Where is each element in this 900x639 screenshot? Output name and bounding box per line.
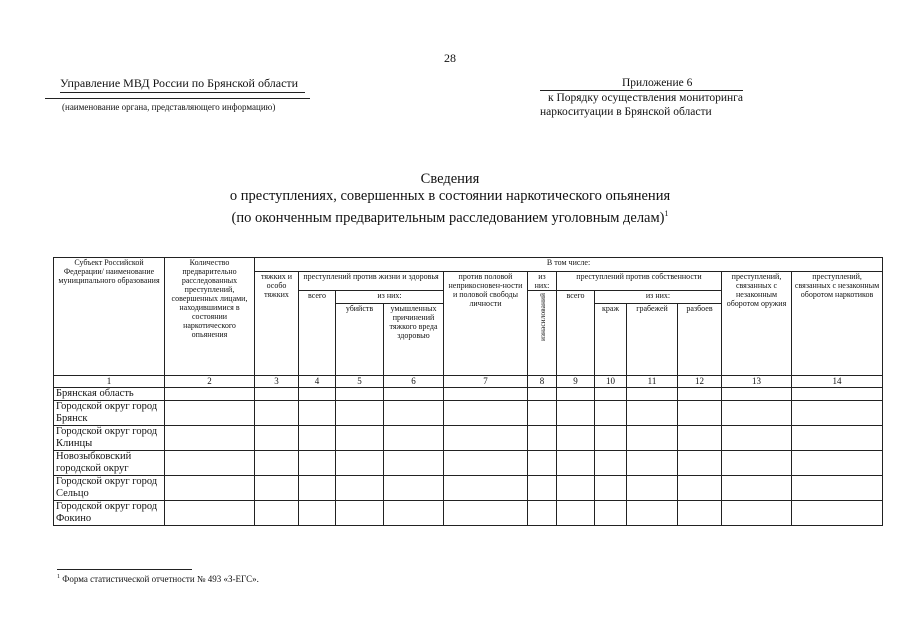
- column-numbers-row: [54, 376, 883, 388]
- data-cell: [165, 388, 255, 401]
- title-footnote-mark: 1: [664, 209, 669, 218]
- data-cell: [384, 451, 444, 476]
- title-line-1: Сведения: [420, 171, 480, 187]
- header-count: Количество предварительно расследованных преступлений, совершенных лицами, находившимися в состоянии наркотического опьянения: [165, 258, 255, 376]
- organization-underline: [45, 98, 310, 99]
- column-number: 4: [299, 376, 336, 388]
- data-cell: [165, 426, 255, 451]
- data-cell: [444, 501, 528, 526]
- data-cell: [299, 451, 336, 476]
- data-cell: [299, 388, 336, 401]
- data-cell: [165, 501, 255, 526]
- data-cell: [299, 476, 336, 501]
- column-number: 13: [722, 376, 792, 388]
- data-cell: [557, 476, 595, 501]
- data-cell: [528, 501, 557, 526]
- data-cell: [384, 426, 444, 451]
- data-cell: [299, 426, 336, 451]
- data-cell: [336, 476, 384, 501]
- data-cell: [336, 501, 384, 526]
- column-number: 5: [336, 376, 384, 388]
- appendix-reference-cont: наркоситуации в Брянской области: [540, 106, 712, 118]
- header-subject: Субъект Российской Федерации/ наименование муниципального образования: [54, 258, 165, 376]
- header-grave: тяжких и особо тяжких: [255, 272, 299, 376]
- data-cell: [722, 476, 792, 501]
- data-cell: [528, 426, 557, 451]
- appendix-reference: к Порядку осуществления мониторинга: [540, 90, 743, 105]
- header-against-life: преступлений против жизни и здоровья: [299, 272, 444, 291]
- data-cell: [595, 501, 627, 526]
- data-cell: [722, 501, 792, 526]
- header-rape: [528, 291, 557, 376]
- organization-name: Управление МВД России по Брянской области: [60, 76, 305, 93]
- table-body: [54, 388, 883, 526]
- data-cell: [384, 401, 444, 426]
- column-number: 3: [255, 376, 299, 388]
- data-cell: [557, 501, 595, 526]
- data-cell: [792, 501, 883, 526]
- column-number: 14: [792, 376, 883, 388]
- statistics-table: [53, 257, 883, 526]
- title-line-3: [0, 205, 900, 227]
- table-row: [54, 501, 883, 526]
- data-cell: [255, 451, 299, 476]
- table-row: [54, 401, 883, 426]
- data-cell: [722, 401, 792, 426]
- column-number: 11: [627, 376, 678, 388]
- header-total-life: всего: [299, 291, 336, 376]
- footnote-rule: [57, 569, 192, 570]
- column-number: 10: [595, 376, 627, 388]
- column-number: 7: [444, 376, 528, 388]
- row-name: Городской округ город Фокино: [54, 501, 165, 526]
- data-cell: [792, 426, 883, 451]
- data-cell: [792, 476, 883, 501]
- data-cell: [627, 426, 678, 451]
- table-row: [54, 426, 883, 451]
- appendix-number: Приложение 6: [622, 77, 693, 89]
- data-cell: [528, 401, 557, 426]
- data-cell: [627, 401, 678, 426]
- header-including: В том числе:: [255, 258, 883, 272]
- data-cell: [299, 501, 336, 526]
- data-cell: [678, 451, 722, 476]
- data-cell: [792, 451, 883, 476]
- row-name: Городской округ город Сельцо: [54, 476, 165, 501]
- data-cell: [792, 401, 883, 426]
- title-line-3-text: (по оконченным предварительным расследованием уголовным делам): [231, 209, 665, 226]
- data-cell: [444, 451, 528, 476]
- footnote-mark: 1: [57, 574, 60, 580]
- title-line-2: о преступлениях, совершенных в состоянии наркотического опьянения: [229, 188, 671, 204]
- data-cell: [444, 388, 528, 401]
- column-number: 8: [528, 376, 557, 388]
- column-number: 2: [165, 376, 255, 388]
- column-number: 9: [557, 376, 595, 388]
- data-cell: [444, 401, 528, 426]
- row-name: Городской округ город Брянск: [54, 401, 165, 426]
- data-cell: [595, 401, 627, 426]
- header-of-them-1: из них:: [528, 272, 557, 291]
- data-cell: [678, 401, 722, 426]
- data-cell: [627, 388, 678, 401]
- data-cell: [255, 476, 299, 501]
- data-cell: [336, 388, 384, 401]
- data-cell: [384, 476, 444, 501]
- appendix-block: [540, 76, 743, 119]
- data-cell: [678, 476, 722, 501]
- column-number: 1: [54, 376, 165, 388]
- row-name: Брянская область: [54, 388, 165, 401]
- organization-caption: (наименование органа, представляющего информацию): [62, 102, 276, 112]
- header-total-property: всего: [557, 291, 595, 376]
- data-cell: [678, 501, 722, 526]
- header-grievous-harm: умышленных причинений тяжкого вреда здоровью: [384, 304, 444, 376]
- header-theft: краж: [595, 304, 627, 376]
- data-cell: [255, 388, 299, 401]
- data-cell: [678, 426, 722, 451]
- footnote: [57, 574, 259, 584]
- data-cell: [595, 426, 627, 451]
- row-name: Новозыбковский городской округ: [54, 451, 165, 476]
- data-cell: [595, 388, 627, 401]
- data-cell: [595, 451, 627, 476]
- page-number: 28: [444, 51, 456, 65]
- header-weapons: преступлений, связанных с незаконным оборотом оружия: [722, 272, 792, 376]
- data-cell: [528, 451, 557, 476]
- data-cell: [557, 451, 595, 476]
- data-cell: [165, 476, 255, 501]
- header-of-them-life: из них:: [336, 291, 444, 304]
- data-cell: [557, 388, 595, 401]
- data-cell: [255, 426, 299, 451]
- data-cell: [557, 426, 595, 451]
- footnote-text: Форма статистической отчетности № 493 «З-ЕГС».: [62, 574, 259, 584]
- data-cell: [299, 401, 336, 426]
- data-cell: [165, 451, 255, 476]
- column-number: 6: [384, 376, 444, 388]
- data-cell: [528, 476, 557, 501]
- table-row: [54, 451, 883, 476]
- data-cell: [336, 401, 384, 426]
- data-cell: [444, 476, 528, 501]
- header-assault: разбоев: [678, 304, 722, 376]
- data-cell: [528, 388, 557, 401]
- data-cell: [165, 401, 255, 426]
- data-cell: [678, 388, 722, 401]
- document-title: [0, 171, 900, 227]
- data-cell: [792, 388, 883, 401]
- data-cell: [595, 476, 627, 501]
- data-cell: [627, 476, 678, 501]
- data-cell: [384, 388, 444, 401]
- header-drugs: преступлений, связанных с незаконным оборотом наркотиков: [792, 272, 883, 376]
- data-cell: [627, 501, 678, 526]
- header-rape-label: изнасилований: [537, 293, 547, 341]
- data-cell: [336, 451, 384, 476]
- header-murders: убийств: [336, 304, 384, 376]
- data-cell: [722, 426, 792, 451]
- data-cell: [255, 501, 299, 526]
- header-of-them-property: из них:: [595, 291, 722, 304]
- data-cell: [384, 501, 444, 526]
- data-cell: [255, 401, 299, 426]
- table-row: [54, 388, 883, 401]
- row-name: Городской округ город Клинцы: [54, 426, 165, 451]
- header-against-property: преступлений против собственности: [557, 272, 722, 291]
- data-cell: [557, 401, 595, 426]
- data-cell: [722, 451, 792, 476]
- data-cell: [336, 426, 384, 451]
- header-against-sexual: против половой неприкосновен-ности и половой свободы личности: [444, 272, 528, 376]
- data-cell: [627, 451, 678, 476]
- data-cell: [722, 388, 792, 401]
- table-row: [54, 476, 883, 501]
- header-robbery: грабежей: [627, 304, 678, 376]
- column-number: 12: [678, 376, 722, 388]
- data-cell: [444, 426, 528, 451]
